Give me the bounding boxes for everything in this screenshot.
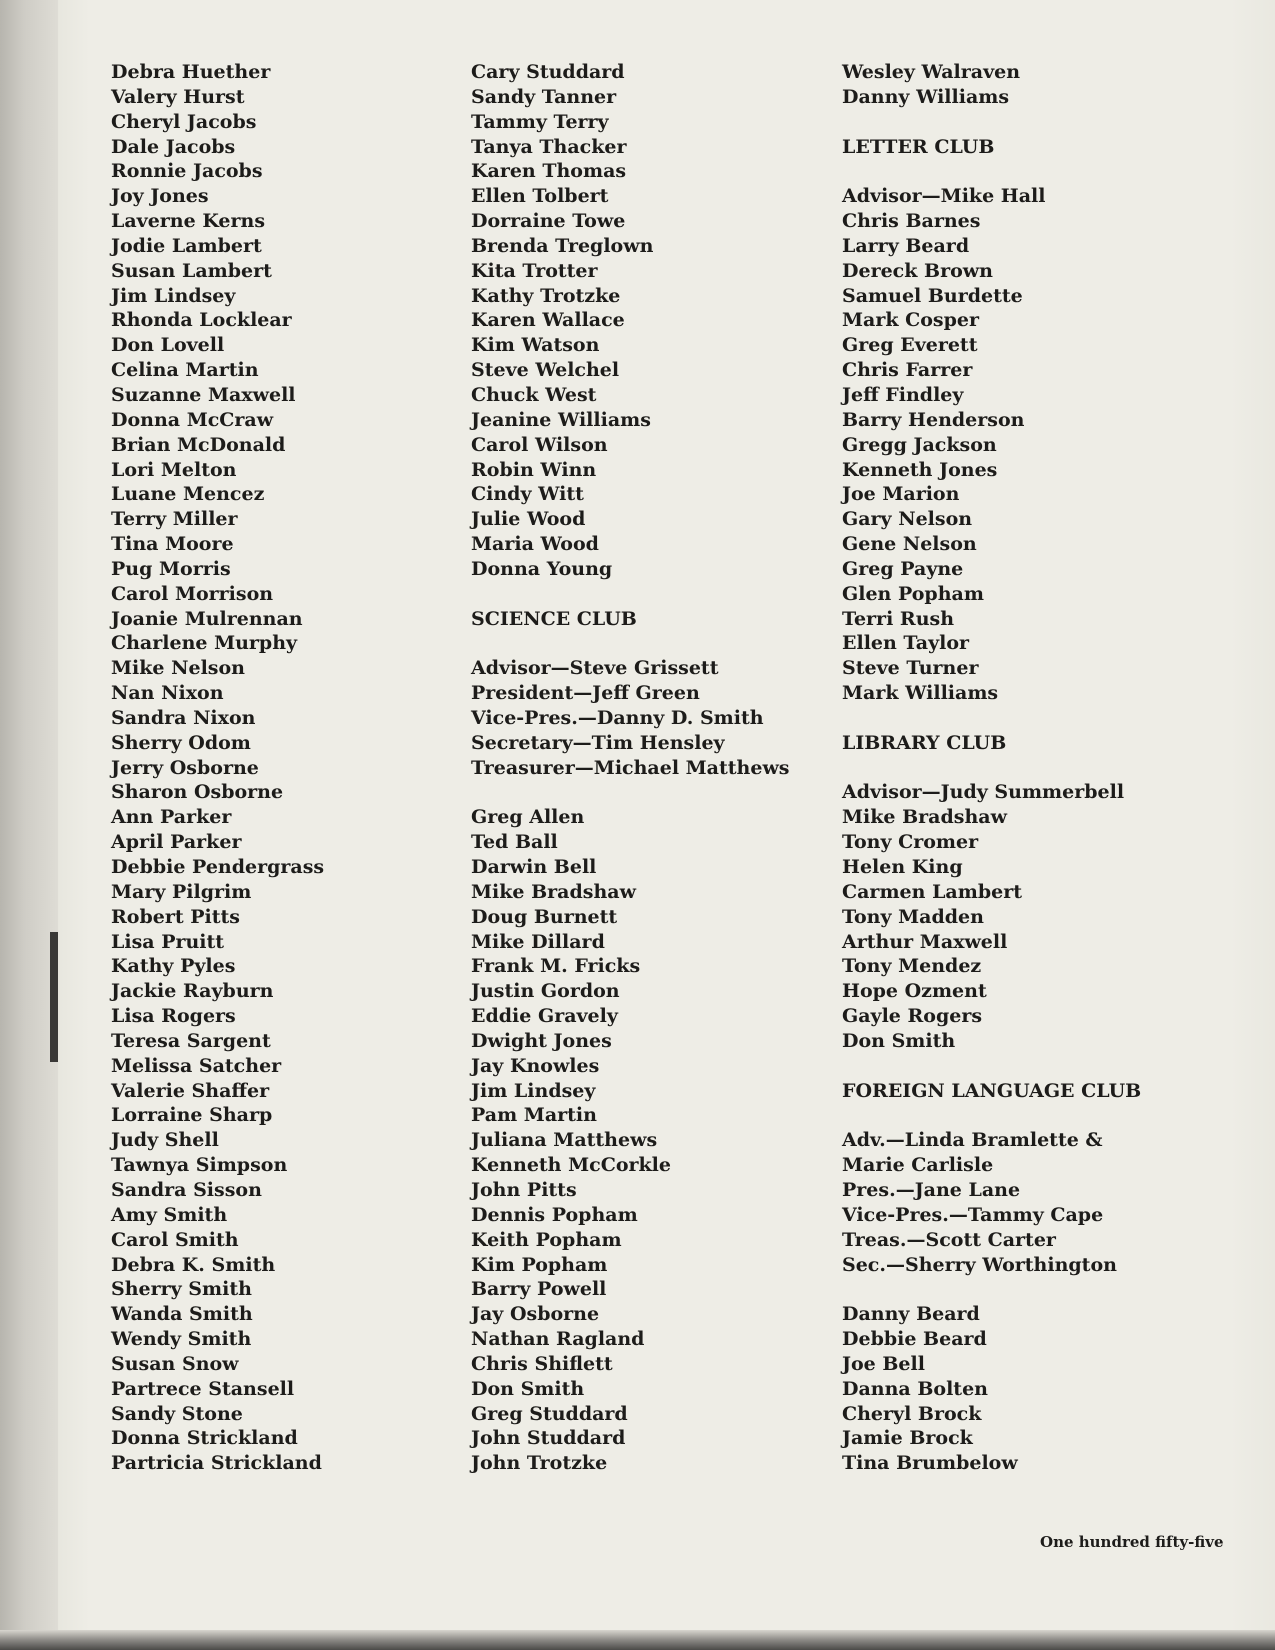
member-name: Sandra Nixon [111, 706, 256, 729]
member-name: Danny Beard [842, 1303, 980, 1326]
member-name: Judy Shell [111, 1129, 219, 1152]
member-name: Lori Melton [111, 458, 237, 481]
member-name: Treasurer—Michael Matthews [471, 756, 790, 779]
member-name: Brenda Treglown [471, 234, 654, 257]
member-name: Greg Everett [842, 334, 978, 357]
member-name: Advisor—Mike Hall [842, 185, 1046, 208]
member-name: Jeff Findley [842, 383, 964, 406]
member-name: Arthur Maxwell [842, 930, 1008, 953]
name-column-1 [111, 60, 324, 1476]
member-name: Terry Miller [111, 508, 238, 531]
member-name: Gary Nelson [842, 508, 973, 531]
member-name: Marie Carlisle [842, 1154, 994, 1177]
member-name: Pam Martin [471, 1104, 597, 1127]
member-name: Treas.—Scott Carter [842, 1228, 1056, 1251]
club-heading: LIBRARY CLUB [842, 731, 1007, 754]
member-name: Kenneth McCorkle [471, 1154, 671, 1177]
member-name: Donna McCraw [111, 408, 274, 431]
member-name: Susan Snow [111, 1352, 239, 1375]
member-name: Mark Williams [842, 682, 999, 705]
member-name: Charlene Murphy [111, 632, 298, 655]
member-name: Donna Strickland [111, 1427, 298, 1450]
member-name: Sandra Sisson [111, 1178, 262, 1201]
member-name: Chris Farrer [842, 359, 973, 382]
club-heading: LETTER CLUB [842, 135, 995, 158]
member-name: Joe Bell [842, 1352, 925, 1375]
member-name: Dorraine Towe [471, 210, 626, 233]
member-name: Jamie Brock [842, 1427, 973, 1450]
member-name: Karen Wallace [471, 309, 625, 332]
member-name: Jerry Osborne [111, 756, 259, 779]
member-name: Samuel Burdette [842, 284, 1023, 307]
member-name: Joe Marion [842, 483, 960, 506]
member-name: Brian McDonald [111, 433, 286, 456]
member-name: Kita Trotter [471, 259, 598, 282]
member-name: Pres.—Jane Lane [842, 1178, 1021, 1201]
member-name: Ted Ball [471, 831, 558, 854]
member-name: Joy Jones [111, 185, 209, 208]
member-name: Dereck Brown [842, 259, 993, 282]
member-name: Carol Smith [111, 1228, 239, 1251]
member-name: Robin Winn [471, 458, 597, 481]
member-name: Vice-Pres.—Danny D. Smith [471, 706, 764, 729]
member-name: Dennis Popham [471, 1203, 638, 1226]
member-name: Wesley Walraven [842, 61, 1021, 83]
member-name: Lorraine Sharp [111, 1104, 273, 1127]
member-name: Amy Smith [111, 1203, 228, 1226]
member-name: April Parker [111, 831, 242, 854]
member-name: Susan Lambert [111, 259, 272, 282]
member-name: Debra K. Smith [111, 1253, 276, 1276]
member-name: Valerie Shaffer [111, 1079, 270, 1102]
member-name: Debra Huether [111, 61, 271, 83]
member-name: Jeanine Williams [471, 408, 651, 431]
member-name: Dale Jacobs [111, 135, 236, 158]
member-name: Jodie Lambert [111, 234, 262, 257]
member-name: Darwin Bell [471, 856, 597, 878]
member-name: Steve Welchel [471, 359, 620, 382]
member-name: Wanda Smith [111, 1303, 253, 1326]
member-name: Advisor—Steve Grissett [471, 657, 719, 680]
member-name: Frank M. Fricks [471, 955, 641, 978]
member-name: Advisor—Judy Summerbell [842, 781, 1125, 804]
member-name: Mike Dillard [471, 930, 605, 953]
member-name: Mark Cosper [842, 309, 980, 332]
member-name: Danna Bolten [842, 1377, 988, 1400]
member-name: Greg Allen [471, 806, 585, 829]
member-name: Celina Martin [111, 359, 259, 382]
member-name: Terri Rush [842, 607, 955, 630]
member-name: Chris Barnes [842, 210, 981, 233]
spacer [842, 706, 1141, 731]
member-name: Keith Popham [471, 1228, 622, 1251]
member-name: Valery Hurst [111, 85, 245, 108]
member-name: Hope Ozment [842, 980, 987, 1003]
spacer [842, 756, 1141, 781]
member-name: Partricia Strickland [111, 1452, 322, 1475]
club-heading: SCIENCE CLUB [471, 607, 637, 630]
member-name: John Pitts [471, 1178, 577, 1201]
spacer [471, 582, 790, 607]
member-name: Sherry Smith [111, 1278, 252, 1301]
member-name: Jackie Rayburn [111, 980, 274, 1003]
spacer [842, 110, 1141, 135]
member-name: Jim Lindsey [471, 1079, 596, 1102]
member-name: Teresa Sargent [111, 1029, 271, 1052]
member-name: Lisa Pruitt [111, 930, 225, 953]
member-name: Don Smith [842, 1029, 956, 1052]
member-name: Partrece Stansell [111, 1377, 295, 1400]
spacer [471, 780, 790, 805]
member-name: Jay Knowles [471, 1054, 600, 1077]
member-name: Helen King [842, 856, 963, 878]
member-name: Debbie Pendergrass [111, 856, 325, 878]
member-name: Eddie Gravely [471, 1005, 618, 1028]
member-name: Rhonda Locklear [111, 309, 292, 332]
member-name: Sandy Tanner [471, 85, 617, 108]
binding-tape-mark [50, 932, 58, 1062]
member-name: Kenneth Jones [842, 458, 998, 481]
member-name: Ellen Taylor [842, 632, 970, 655]
member-name: Robert Pitts [111, 905, 240, 928]
member-name: Debbie Beard [842, 1328, 987, 1351]
member-name: Maria Wood [471, 533, 599, 556]
member-name: Jim Lindsey [111, 284, 236, 307]
member-name: Tanya Thacker [471, 135, 627, 158]
member-name: Greg Studdard [471, 1402, 628, 1425]
member-name: Nan Nixon [111, 682, 224, 705]
member-name: Doug Burnett [471, 905, 618, 928]
member-name: Secretary—Tim Hensley [471, 731, 725, 754]
binding-gutter [0, 0, 58, 1650]
member-name: Tawnya Simpson [111, 1154, 288, 1177]
member-name: Dwight Jones [471, 1029, 612, 1052]
member-name: Chuck West [471, 383, 597, 406]
member-name: Tina Moore [111, 533, 234, 556]
spacer [471, 631, 790, 656]
member-name: Ann Parker [111, 806, 232, 829]
member-name: Melissa Satcher [111, 1054, 282, 1077]
member-name: President—Jeff Green [471, 682, 700, 705]
member-name: Adv.—Linda Bramlette & [842, 1129, 1103, 1152]
member-name: Carol Wilson [471, 433, 608, 456]
member-name: Kim Watson [471, 334, 600, 357]
member-name: Tony Mendez [842, 955, 982, 978]
member-name: Carmen Lambert [842, 880, 1022, 903]
member-name: Vice-Pres.—Tammy Cape [842, 1203, 1104, 1226]
page-bottom-edge [0, 1630, 1275, 1650]
member-name: Joanie Mulrennan [111, 607, 303, 630]
member-name: Tammy Terry [471, 110, 609, 133]
member-name: Kathy Trotzke [471, 284, 621, 307]
member-name: John Trotzke [471, 1452, 608, 1475]
member-name: Cindy Witt [471, 483, 584, 506]
member-name: Luane Mencez [111, 483, 265, 506]
member-name: Greg Payne [842, 557, 964, 580]
member-name: Wendy Smith [111, 1328, 252, 1351]
member-name: Danny Williams [842, 85, 1010, 108]
member-name: Tony Cromer [842, 831, 979, 854]
member-name: Cheryl Brock [842, 1402, 982, 1425]
member-name: Tina Brumbelow [842, 1452, 1018, 1475]
member-name: Lisa Rogers [111, 1005, 236, 1028]
member-name: Ronnie Jacobs [111, 160, 263, 183]
name-column-3 [842, 60, 1141, 1476]
member-name: Tony Madden [842, 905, 984, 928]
member-name: Glen Popham [842, 582, 984, 605]
spacer [842, 159, 1141, 184]
member-name: Steve Turner [842, 657, 979, 680]
member-name: Sherry Odom [111, 731, 251, 754]
member-name: Gayle Rogers [842, 1005, 983, 1028]
member-name: Nathan Ragland [471, 1328, 645, 1351]
member-name: Suzanne Maxwell [111, 383, 296, 406]
member-name: Laverne Kerns [111, 210, 266, 233]
club-heading: FOREIGN LANGUAGE CLUB [842, 1079, 1142, 1102]
member-name: Larry Beard [842, 234, 970, 257]
member-name: Jay Osborne [471, 1303, 600, 1326]
member-name: Gene Nelson [842, 533, 977, 556]
member-name: Ellen Tolbert [471, 185, 609, 208]
member-name: Sharon Osborne [111, 781, 284, 804]
member-name: Donna Young [471, 557, 613, 580]
spacer [842, 1103, 1141, 1128]
member-name: Chris Shiflett [471, 1352, 613, 1375]
member-name: Gregg Jackson [842, 433, 997, 456]
member-name: Mike Nelson [111, 657, 245, 680]
member-name: Mike Bradshaw [842, 806, 1007, 829]
member-name: Barry Powell [471, 1278, 607, 1301]
member-name: Carol Morrison [111, 582, 274, 605]
member-name: Mike Bradshaw [471, 880, 636, 903]
member-name: Barry Henderson [842, 408, 1025, 431]
member-name: Sec.—Sherry Worthington [842, 1253, 1117, 1276]
member-name: Justin Gordon [471, 980, 620, 1003]
member-name: Don Smith [471, 1377, 585, 1400]
member-name: Kathy Pyles [111, 955, 236, 978]
member-name: Mary Pilgrim [111, 880, 252, 903]
member-name: Julie Wood [471, 508, 586, 531]
member-name: Cary Studdard [471, 61, 625, 83]
member-name: Cheryl Jacobs [111, 110, 257, 133]
member-name: Pug Morris [111, 557, 231, 580]
member-name: Karen Thomas [471, 160, 627, 183]
member-name: John Studdard [471, 1427, 626, 1450]
spacer [842, 1277, 1141, 1302]
member-name: Sandy Stone [111, 1402, 243, 1425]
name-column-2 [471, 60, 790, 1476]
member-name: Don Lovell [111, 334, 225, 357]
spacer [842, 1054, 1141, 1079]
page-number: One hundred fifty-five [1040, 1533, 1224, 1551]
member-name: Kim Popham [471, 1253, 608, 1276]
member-name: Juliana Matthews [471, 1129, 658, 1152]
